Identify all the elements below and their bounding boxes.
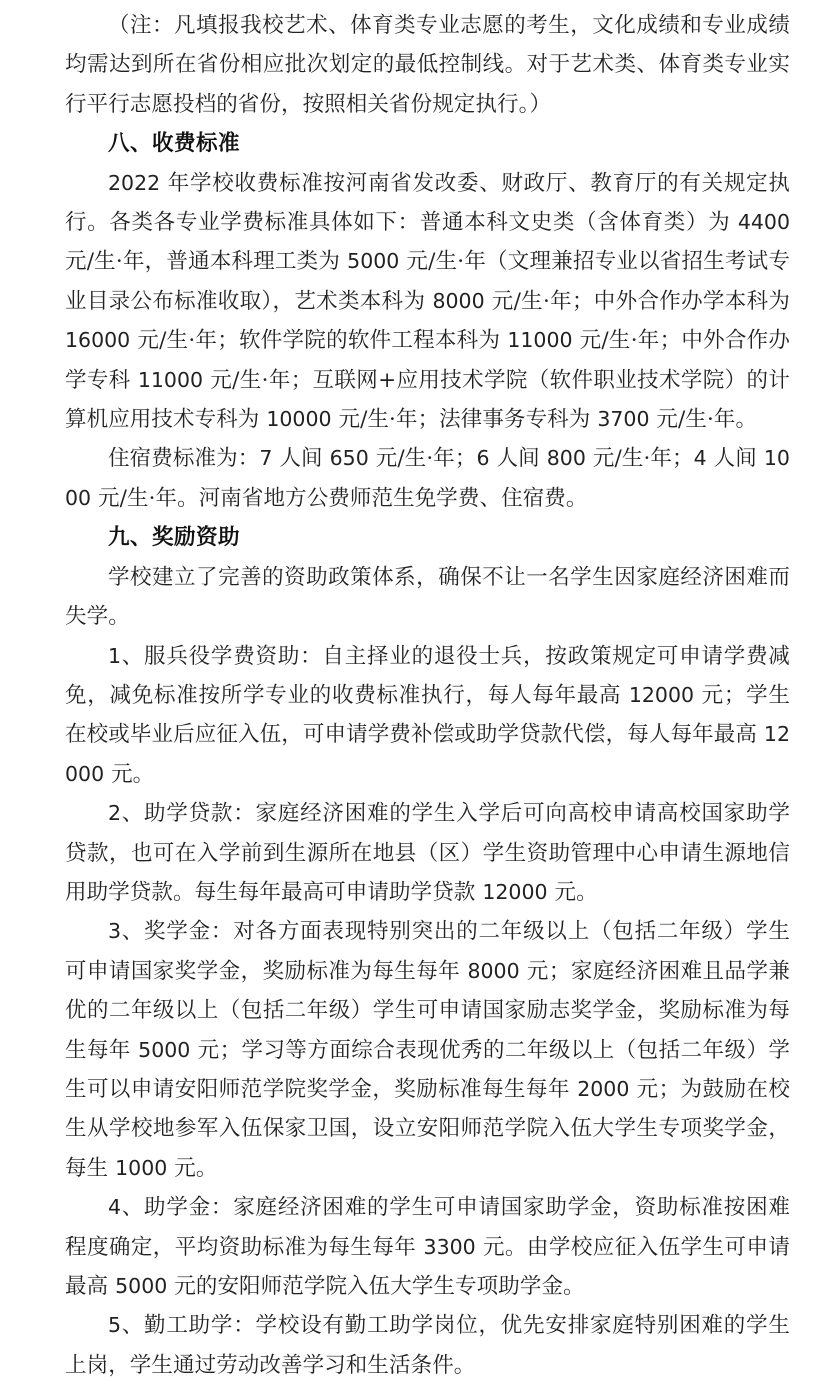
tuition-fee-paragraph: 2022 年学校收费标准按河南省发改委、财政厅、教育厅的有关规定执行。各类各专业学费标准具体如下：普通本科文史类（含体育类）为 4400 元/生·年，普通本科理工类为 5000 元/生·年（文理兼招专业以省招生考试专业目录公布标准收取），艺术类本科为 8000 元/生·年；中外合作办学本科为 16000 元/生·年；软件学院的软件工程本科为 11000 元/生·年；中外合作办学专科 11000 元/生·年；互联网+应用技术学院（软件职业技术学院）的计算机应用技术专科为 10000 元/生·年；法律事务专科为 3700 元/生·年。	[65, 170, 791, 433]
section-heading-8-fee-standards: 八、收费标准	[108, 131, 241, 157]
document-body	[65, 6, 790, 1385]
aid-item-military-service-tuition: 1、服兵役学费资助：自主择业的退役士兵，按政策规定可申请学费减免，减免标准按所学专业的收费标准执行，每人每年最高 12000 元；学生在校或毕业后应征入伍，可申请学费补偿或助学贷款代偿，每人每年最高 12000 元。	[65, 643, 790, 787]
dormitory-fee-paragraph: 住宿费标准为：7 人间 650 元/生·年；6 人间 800 元/生·年；4 人间 1000 元/生·年。河南省地方公费师范生免学费、住宿费。	[65, 446, 790, 511]
note-paragraph: （注：凡填报我校艺术、体育类专业志愿的考生，文化成绩和专业成绩均需达到所在省份相应批次划定的最低控制线。对于艺术类、体育类专业实行平行志愿投档的省份，按照相关省份规定执行。）	[65, 13, 790, 117]
aid-item-scholarship: 3、奖学金：对各方面表现特别突出的二年级以上（包括二年级）学生可申请国家奖学金，奖励标准为每生每年 8000 元；家庭经济困难且品学兼优的二年级以上（包括二年级）学生可申请国家励志奖学金，奖励标准为每生每年 5000 元；学习等方面综合表现优秀的二年级以上（包括二年级）学生可以申请安阳师范学院奖学金，奖励标准每生每年 2000 元；为鼓励在校生从学校地参军入伍保家卫国，设立安阳师范学院入伍大学生专项奖学金，每生 1000 元。	[65, 919, 790, 1181]
aid-item-grant: 4、助学金：家庭经济困难的学生可申请国家助学金，资助标准按困难程度确定，平均资助标准为每生每年 3300 元。由学校应征入伍学生可申请最高 5000 元的安阳师范学院入伍大学生专项助学金。	[65, 1195, 790, 1299]
aid-intro-paragraph: 学校建立了完善的资助政策体系，确保不让一名学生因家庭经济困难而失学。	[65, 564, 790, 630]
section-heading-9-awards-and-aid: 九、奖励资助	[108, 525, 241, 551]
aid-item-work-study: 5、勤工助学：学校设有勤工助学岗位，优先安排家庭特别困难的学生上岗，学生通过劳动改善学习和生活条件。	[65, 1313, 790, 1378]
aid-item-student-loan: 2、助学贷款：家庭经济困难的学生入学后可向高校申请高校国家助学贷款，也可在入学前到生源所在地县（区）学生资助管理中心申请生源地信用助学贷款。每生每年最高可申请助学贷款 12000 元。	[65, 801, 790, 905]
